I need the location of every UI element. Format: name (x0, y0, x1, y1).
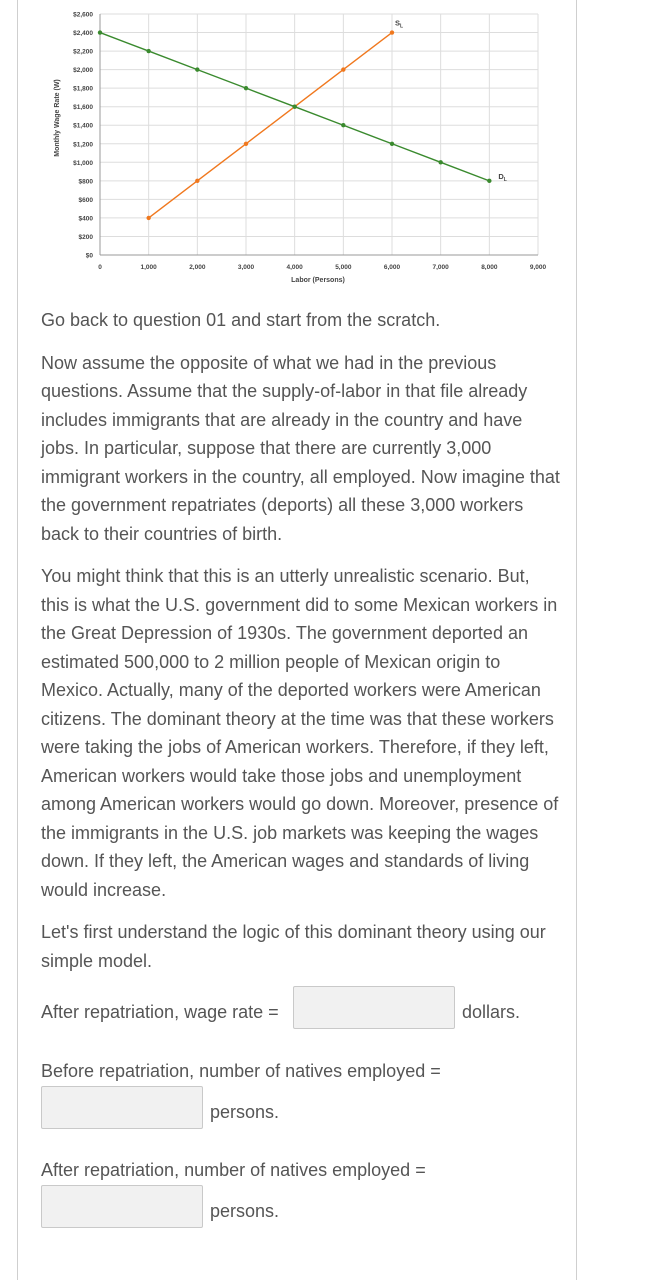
x-tick-label: 6,000 (383, 264, 401, 271)
y-tick-label: $1,400 (73, 122, 93, 130)
question-paragraph-2: You might think that this is an utterly unrealistic scenario. But, this is what the U.S. government did to some Mexican workers in the Great Depression of 1930s. The government deported an estimated 500,000 to 2 million people of Mexican origin to Mexico. Actually, many of the deported workers were American citizens. The dominant theory at the time was that these workers were taking the jobs of American workers. Therefore, if they left, American workers would take those jobs and unemployment among American workers would go down. Moreover, presence of the immigrants in the U.S. job markets was keeping the wages down. If they left, the American wages and standards of living would increase. (41, 566, 559, 900)
y-tick-label: $2,400 (73, 30, 93, 38)
x-tick-label: 1,000 (140, 264, 157, 271)
chart-series (98, 19, 507, 221)
series-s-label: $S_L$ (395, 18, 404, 30)
series-s-point (146, 216, 150, 220)
y-axis-label: Monthly Wage Rate (W) (54, 79, 61, 157)
question-text (41, 306, 561, 975)
labor-market-chart (0, 0, 652, 300)
y-tick-label: $800 (78, 178, 93, 186)
y-tick-label: $400 (78, 215, 93, 223)
question-paragraph-3: Let's first understand the logic of this dominant theory using our simple model. (41, 922, 546, 971)
series-d-point (438, 160, 442, 164)
chart-grid (100, 14, 538, 255)
series-d-point (292, 104, 296, 108)
question-intro: Go back to question 01 and start from the scratch. (41, 310, 441, 330)
wage-unit: dollars. (462, 1002, 521, 1022)
x-tick-label: 7,000 (432, 264, 449, 271)
y-tick-label: $600 (78, 196, 93, 204)
x-tick-label: 9,000 (529, 264, 547, 271)
chart-axes (73, 12, 546, 272)
x-tick-label: 5,000 (335, 264, 352, 271)
y-tick-label: $1,200 (73, 141, 93, 149)
natives-before-unit: persons. (210, 1102, 280, 1122)
y-tick-label: $1,000 (73, 159, 93, 167)
series-d-point (487, 179, 491, 183)
x-tick-label: 0 (98, 264, 102, 271)
series-d-point (98, 30, 102, 34)
y-tick-label: $1,800 (73, 85, 93, 93)
series-d-point (390, 142, 394, 146)
natives-after-unit: persons. (210, 1201, 280, 1221)
x-tick-label: 4,000 (286, 264, 303, 271)
question-paragraph-1: Now assume the opposite of what we had in the previous questions. Assume that the supply-of-labor in that file already includes immigrants that are already in the country and have jobs. In particular, suppose that there are currently 3,000 immigrant workers in the country, all employed. Now imagine that the government repatriates (deports) all these 3,000 workers back to their countries of birth. (41, 352, 560, 544)
series-s-point (195, 179, 199, 183)
y-tick-label: $1,600 (73, 104, 93, 112)
series-s-point (244, 142, 248, 146)
series-s-point (341, 67, 345, 71)
wage-prompt: After repatriation, wage rate = (41, 1002, 279, 1022)
series-d-label: $D_L$ (498, 171, 507, 183)
series-d-point (195, 67, 199, 71)
natives-after-prompt: After repatriation, number of natives employed = (41, 1160, 426, 1180)
x-tick-label: 3,000 (237, 264, 255, 271)
y-tick-label: $2,000 (73, 67, 93, 75)
x-tick-label: 8,000 (481, 264, 498, 271)
series-d-point (341, 123, 345, 127)
y-tick-label: $2,200 (73, 48, 93, 56)
y-tick-label: $2,600 (73, 11, 93, 19)
y-tick-label: $200 (78, 233, 93, 241)
series-s-point (390, 30, 394, 34)
natives-after-input[interactable] (41, 1185, 203, 1228)
wage-rate-input[interactable] (293, 986, 455, 1029)
x-axis-label: Labor (Persons) (291, 277, 345, 284)
natives-before-prompt: Before repatriation, number of natives employed = (41, 1061, 441, 1081)
natives-before-input[interactable] (41, 1086, 203, 1129)
series-d-point (244, 86, 248, 90)
series-d-point (146, 49, 150, 53)
y-tick-label: $0 (85, 252, 93, 260)
x-tick-label: 2,000 (189, 264, 206, 271)
